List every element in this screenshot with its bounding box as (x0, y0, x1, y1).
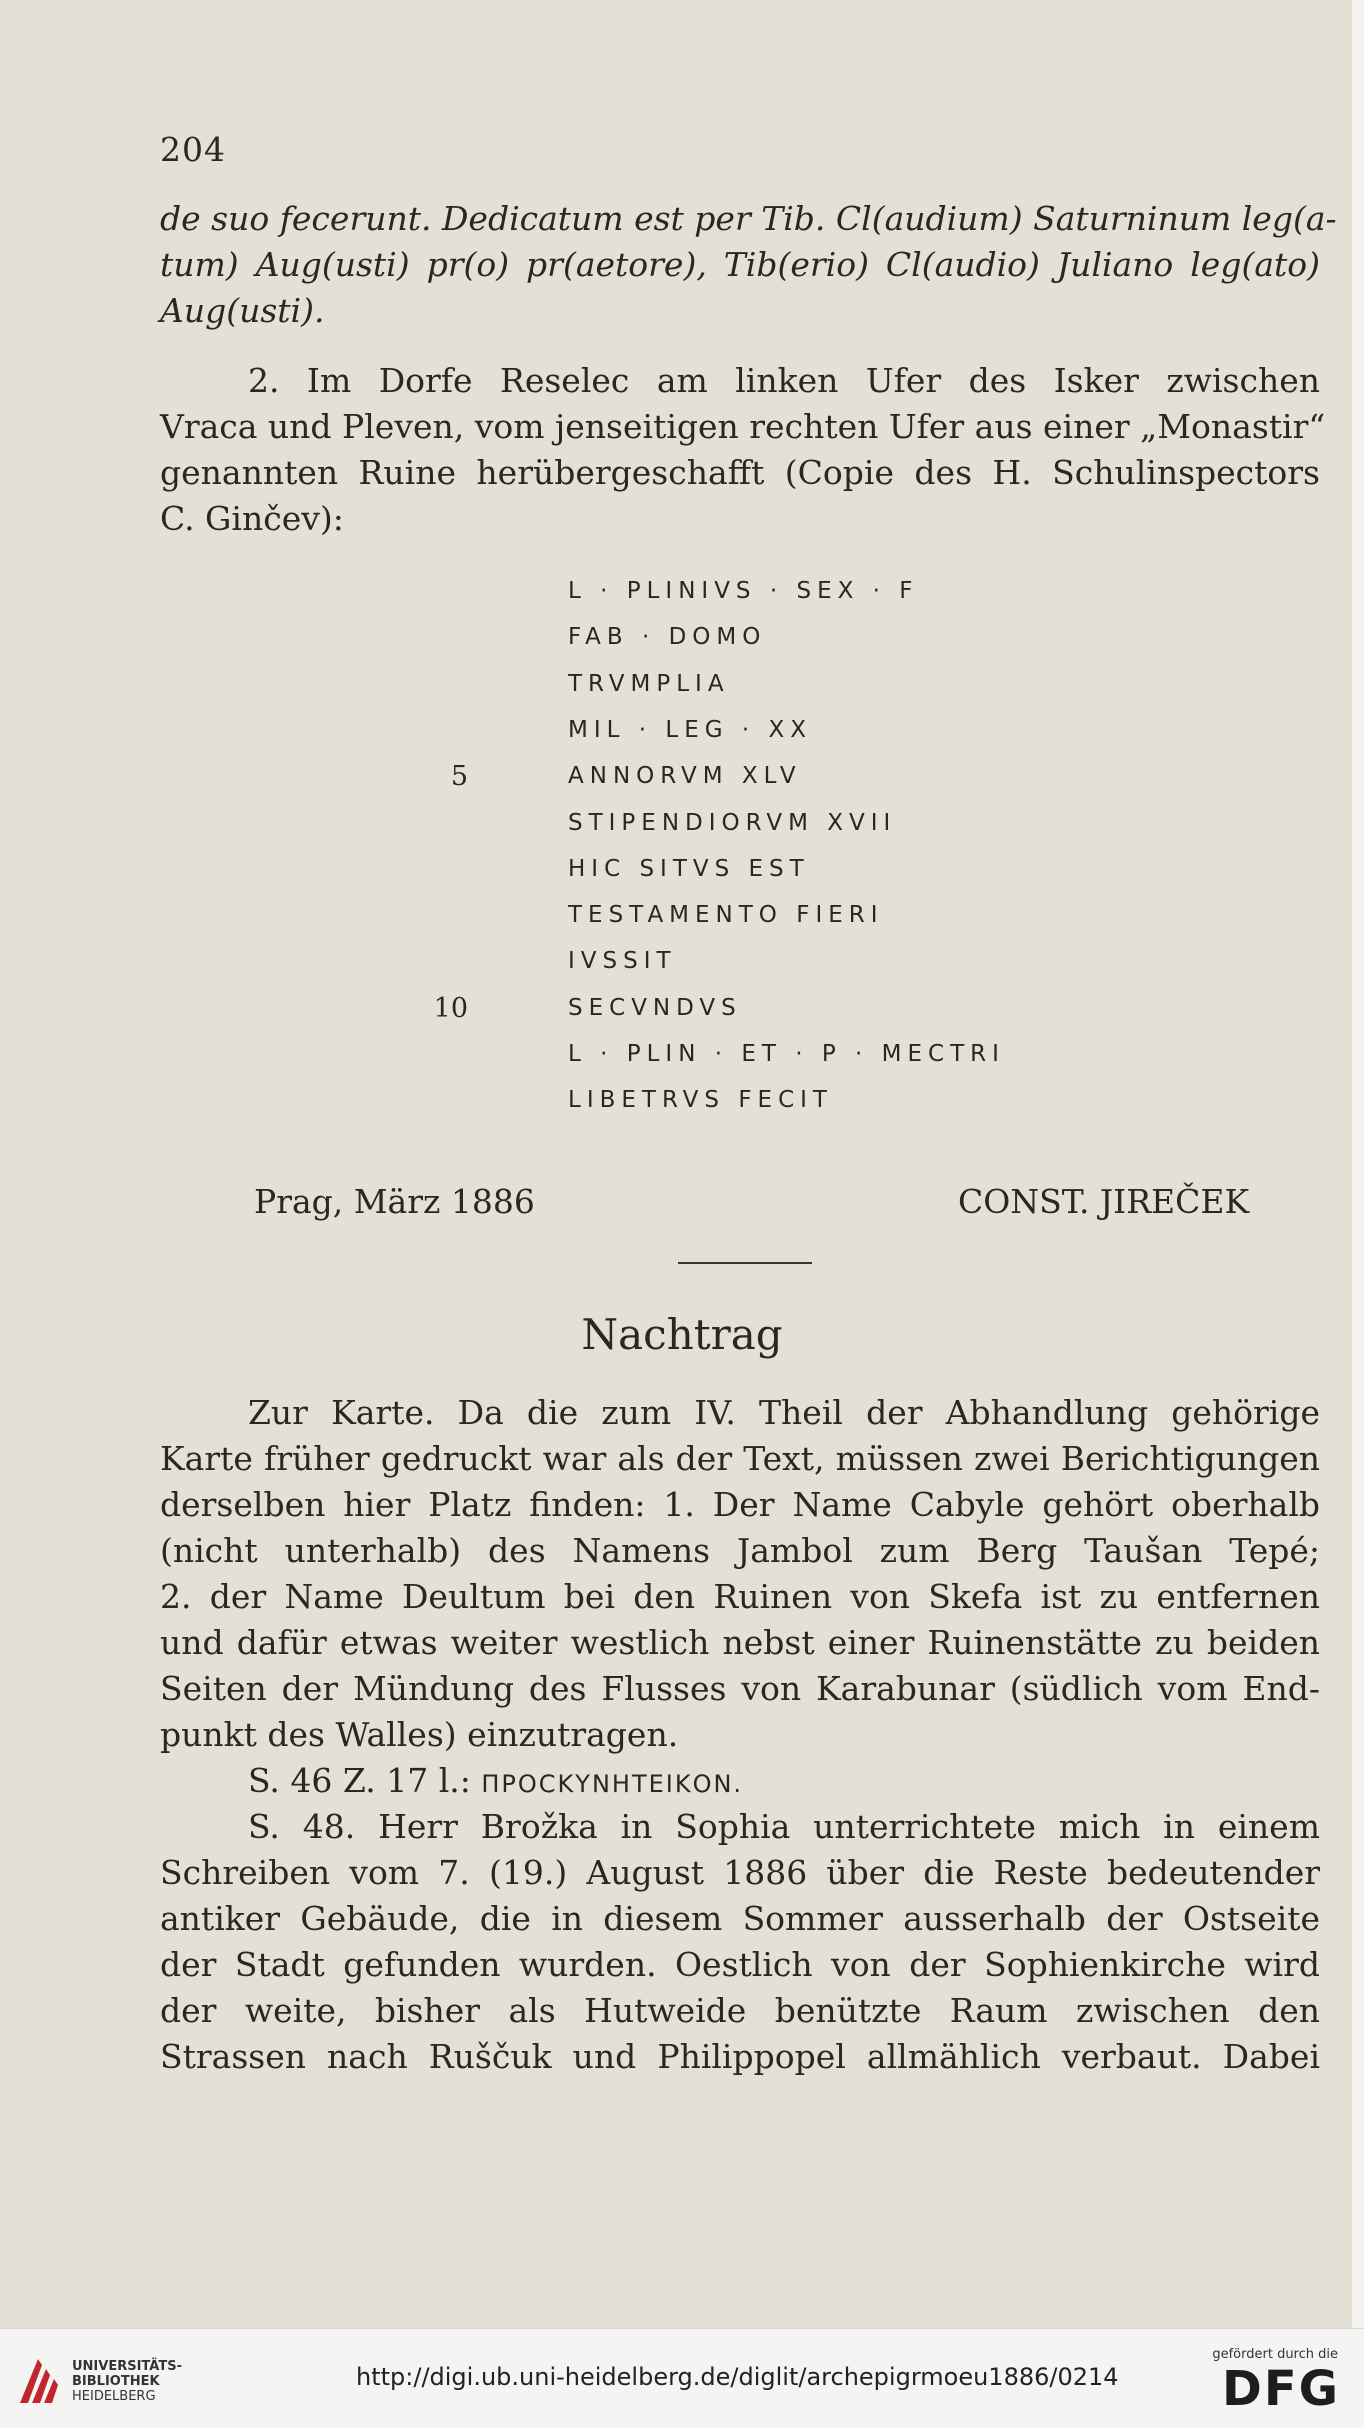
inscription-text: MIL · LEG · XX (568, 716, 812, 743)
inscription-line (0, 755, 1364, 801)
inscription-line (0, 987, 1364, 1033)
correction-s46 (160, 1758, 1320, 1804)
inscription-text: SECVNDVS (568, 994, 742, 1021)
digitization-footer (0, 2328, 1364, 2428)
funding-label: gefördert durch die (1212, 2347, 1338, 2362)
text-line: tum) Aug(usti) pr(o) pr(aetore), Tib(erio) Cl(audio) Juliano leg(ato) (160, 245, 1320, 284)
section-divider (678, 1262, 812, 1264)
text-line: de suo fecerunt. Dedicatum est per Tib. Cl(audium) Saturninum leg(a- (160, 199, 1337, 238)
inscription-text: TRVMPLIA (568, 670, 730, 697)
signature-author: CONST. JIREČEK (958, 1182, 1250, 1221)
inscription-line (0, 1033, 1364, 1079)
inscription-text: HIC SITVS EST (568, 855, 810, 882)
inscription-line (0, 940, 1364, 986)
s48-paragraph (160, 1804, 1320, 2080)
dfg-logo: DFG (1221, 2361, 1340, 2417)
inscription-line (0, 1079, 1364, 1125)
inscription-text: LIBETRVS FECIT (568, 1087, 833, 1114)
correction-reference: S. 46 Z. 17 l.: (248, 1761, 471, 1800)
text-line: antiker Gebäude, die in diesem Sommer ausserhalb der Ostseite (160, 1899, 1320, 1938)
library-name-line: BIBLIOTHEK (72, 2374, 160, 2389)
text-line: der weite, bisher als Hutweide benützte Raum zwischen den (160, 1991, 1320, 2030)
text-line: genannten Ruine herübergeschafft (Copie des H. Schulinspectors (160, 453, 1320, 492)
text-line: und dafür etwas weiter westlich nebst einer Ruinenstätte zu beiden (160, 1623, 1320, 1662)
inscription-line (0, 709, 1364, 755)
page-number: 204 (160, 130, 226, 169)
text-line: derselben hier Platz finden: 1. Der Name Cabyle gehört oberhalb (160, 1485, 1320, 1524)
intro-paragraph (160, 196, 1337, 334)
inscription-text: STIPENDIORVM XVII (568, 809, 897, 836)
inscription-line (0, 894, 1364, 940)
inscription-line-number: 10 (433, 992, 468, 1024)
inscription-line (0, 570, 1364, 616)
text-line: Karte früher gedruckt war als der Text, müssen zwei Berichtigungen (160, 1439, 1320, 1478)
inscription-text: TESTAMENTO FIERI (568, 902, 884, 929)
text-line: Seiten der Mündung des Flusses von Karabunar (südlich vom End- (160, 1669, 1320, 1708)
section-2-paragraph (160, 358, 1326, 542)
university-library-logo-icon (16, 2353, 60, 2405)
section-heading: Nachtrag (581, 1310, 783, 1359)
page-edge (1352, 0, 1364, 2328)
library-name-line: UNIVERSITÄTS- (72, 2359, 182, 2374)
text-line: Aug(usti). (160, 291, 325, 330)
text-line: Vraca und Pleven, vom jenseitigen rechten Ufer aus einer „Monastir“ (160, 407, 1326, 446)
inscription-text: L · PLIN · ET · P · MECTRI (568, 1041, 1005, 1067)
text-line (160, 1758, 1320, 1804)
text-line: C. Ginčev): (160, 499, 344, 538)
permalink-url[interactable]: http://digi.ub.uni-heidelberg.de/diglit/archepigrmoeu1886/0214 (356, 2363, 1119, 2391)
text-line: der Stadt gefunden wurden. Oestlich von der Sophienkirche wird (160, 1945, 1320, 1984)
signature-place-date: Prag, März 1886 (254, 1182, 535, 1221)
text-line: Strassen nach Ruščuk und Philippopel allmählich verbaut. Dabei (160, 2037, 1320, 2076)
inscription-text: ANNORVM XLV (568, 763, 802, 790)
text-line: 2. der Name Deultum bei den Ruinen von Skefa ist zu entfernen (160, 1577, 1320, 1616)
nachtrag-paragraph (160, 1390, 1320, 1758)
text-line: Schreiben vom 7. (19.) August 1886 über die Reste bedeutender (160, 1853, 1320, 1892)
text-line: 2. Im Dorfe Reselec am linken Ufer des Isker zwischen (248, 361, 1320, 400)
greek-word: ΠΡΟϹΚΥΝΗΤΕΙΚΟΝ. (481, 1770, 744, 1798)
inscription-line-number: 5 (450, 761, 468, 793)
text-line: (nicht unterhalb) des Namens Jambol zum Berg Taušan Tepé; (160, 1531, 1320, 1570)
inscription-text: L · PLINIVS · SEX · F (568, 578, 919, 604)
inscription-line (0, 616, 1364, 662)
inscription-text: FAB · DOMO (568, 624, 767, 651)
inscription-line (0, 848, 1364, 894)
text-line: punkt des Walles) einzutragen. (160, 1715, 679, 1754)
inscription-line (0, 663, 1364, 709)
inscription-line (0, 802, 1364, 848)
library-name-line: HEIDELBERG (72, 2389, 156, 2404)
text-line: Zur Karte. Da die zum IV. Theil der Abhandlung gehörige (248, 1393, 1320, 1432)
library-name (72, 2359, 182, 2404)
inscription-text: IVSSIT (568, 948, 677, 975)
text-line: S. 48. Herr Brožka in Sophia unterrichtete mich in einem (248, 1807, 1320, 1846)
